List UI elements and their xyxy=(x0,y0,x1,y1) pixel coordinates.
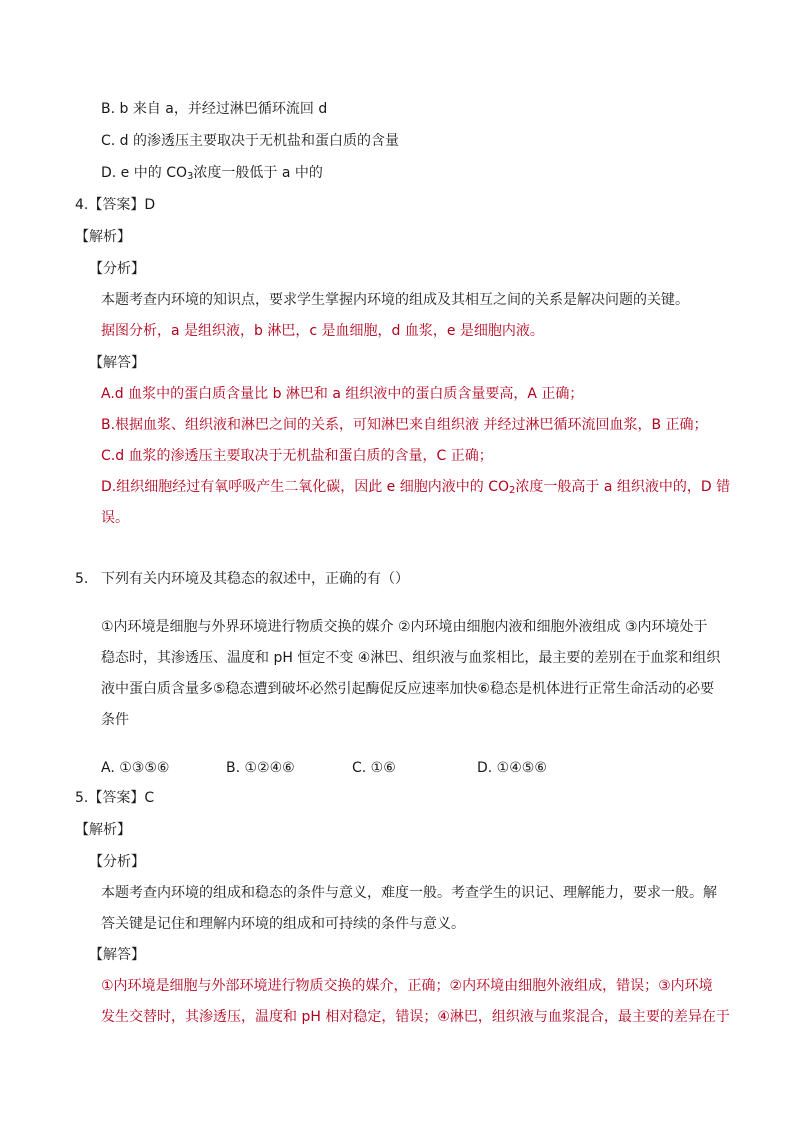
q5-body-line1: ①内环境是细胞与外界环境进行物质交换的媒介 ②内环境由细胞内液和细胞外液组成 ③内环境处于 xyxy=(101,619,708,635)
q5-option-a: A. ①③⑤⑥ xyxy=(101,760,170,776)
q5-body-line3: 液中蛋白质含量多⑤稳态遭到破坏必然引起酶促反应速率加快⑥稳态是机体进行正常生命活动的必要 xyxy=(101,681,715,697)
q5-option-b: B. ①②④⑥ xyxy=(226,760,295,776)
q5-fenxi-line2: 答关键是记住和理解内环境的组成和可持续的条件与意义。 xyxy=(101,916,465,932)
q4-fenxi-line2: 据图分析，a 是组织液，b 淋巴，c 是血细胞，d 血浆，e 是细胞内液。 xyxy=(101,323,544,339)
q4-jieda-c: C.d 血浆的渗透压主要取决于无机盐和蛋白质的含量，C 正确； xyxy=(101,448,493,464)
q5-analysis-heading: 【解析】 xyxy=(75,822,131,838)
q5-option-d: D. ①④⑤⑥ xyxy=(477,760,547,776)
q4-analysis-heading: 【解析】 xyxy=(75,229,131,245)
q4-jieda-a: A.d 血浆中的蛋白质含量比 b 淋巴和 a 组织液中的蛋白质含量要高，A 正确； xyxy=(101,386,584,402)
q5-fenxi-line1: 本题考查内环境的组成和稳态的条件与意义，难度一般。考查学生的识记、理解能力，要求一般。解 xyxy=(101,885,717,901)
q5-answer-label: 5.【答案】C xyxy=(75,790,155,806)
q4-jieda-heading: 【解答】 xyxy=(89,355,145,371)
q4-answer-label: 4.【答案】D xyxy=(75,197,156,213)
q5-fenxi-heading: 【分析】 xyxy=(89,854,145,870)
q5-body-line2: 稳态时，其渗透压、温度和 pH 恒定不变 ④淋巴、组织液与血浆相比，最主要的差别在于血浆和组织 xyxy=(101,650,721,666)
q4-option-b: B. b 来自 a，并经过淋巴循环流回 d xyxy=(101,101,328,117)
q5-option-c: C. ①⑥ xyxy=(352,760,396,776)
q4-jieda-d-line2: 误。 xyxy=(101,510,129,526)
q4-jieda-d: D.组织细胞经过有氧呼吸产生二氧化碳，因此 e 细胞内液中的 $CO_2$浓度一般高于 a 组织液中的，D 错 xyxy=(101,479,731,496)
q4-fenxi-line1: 本题考查内环境的知识点，要求学生掌握内环境的组成及其相互之间的关系是解决问题的关键。 xyxy=(101,292,689,308)
q4-jieda-b: B.根据血浆、组织液和淋巴之间的关系，可知淋巴来自组织液 并经过淋巴循环流回血浆，B 正确； xyxy=(101,417,708,433)
q4-fenxi-heading: 【分析】 xyxy=(89,261,145,277)
q4-option-c: C. d 的渗透压主要取决于无机盐和蛋白质的含量 xyxy=(101,133,400,149)
q5-stem: 下列有关内环境及其稳态的叙述中，正确的有（） xyxy=(101,571,409,587)
q5-jieda-line1: ①内环境是细胞与外部环境进行物质交换的媒介，正确；②内环境由细胞外液组成，错误；③内环境 xyxy=(101,978,713,994)
q5-jieda-line2: 发生交替时，其渗透压，温度和 pH 相对稳定，错误；④淋巴，组织液与血浆混合，最主要的差异在于 xyxy=(101,1009,730,1025)
q5-body-line4: 条件 xyxy=(101,712,129,728)
q5-number: 5. xyxy=(75,571,89,587)
q5-jieda-heading: 【解答】 xyxy=(89,947,145,963)
q4-option-d: D. e 中的 $CO_3$浓度一般低于 a 中的 xyxy=(101,165,323,182)
